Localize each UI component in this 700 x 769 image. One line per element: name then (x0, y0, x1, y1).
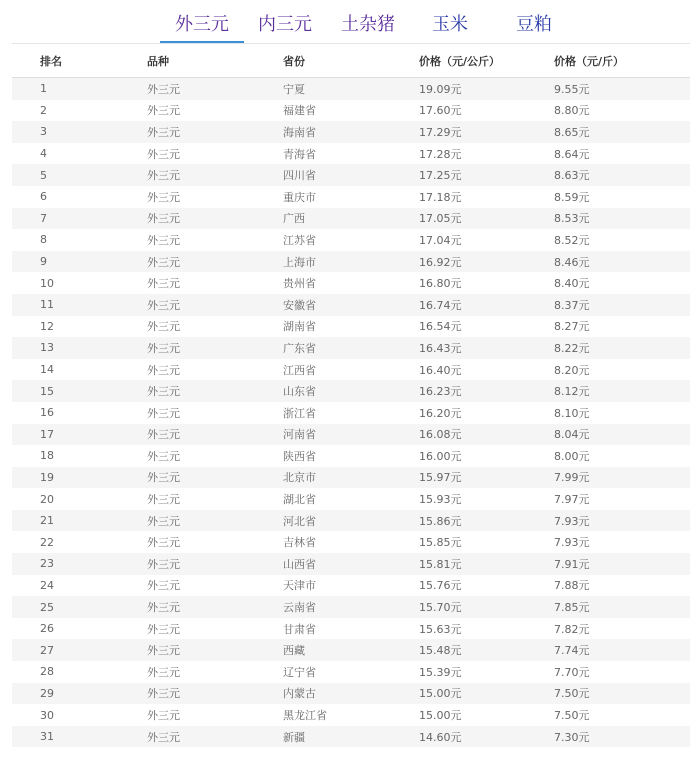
cell-rank: 16 (12, 402, 147, 424)
cell-province: 湖北省 (283, 488, 419, 510)
cell-province: 河北省 (283, 510, 419, 532)
cell-price-kg: 15.70元 (419, 596, 554, 618)
cell-province: 安徽省 (283, 294, 419, 316)
cell-province: 广东省 (283, 337, 419, 359)
table-row (12, 661, 690, 683)
cell-variety: 外三元 (147, 294, 283, 316)
cell-variety: 外三元 (147, 467, 283, 489)
cell-price-kg: 15.00元 (419, 683, 554, 705)
table-row (12, 380, 690, 402)
cell-price-jin: 7.50元 (554, 704, 690, 726)
table-row (12, 445, 690, 467)
cell-province: 四川省 (283, 164, 419, 186)
table-row (12, 316, 690, 338)
cell-province: 江苏省 (283, 229, 419, 251)
cell-price-kg: 15.48元 (419, 639, 554, 661)
cell-variety: 外三元 (147, 186, 283, 208)
tab-tu-za-zhu[interactable]: 土杂猪 (341, 14, 395, 35)
cell-price-kg: 15.39元 (419, 661, 554, 683)
cell-variety: 外三元 (147, 121, 283, 143)
cell-province: 黑龙江省 (283, 704, 419, 726)
cell-province: 西藏 (283, 639, 419, 661)
cell-price-jin: 7.93元 (554, 510, 690, 532)
cell-price-kg: 19.09元 (419, 78, 554, 100)
table-row (12, 100, 690, 122)
cell-rank: 7 (12, 208, 147, 230)
cell-province: 上海市 (283, 251, 419, 273)
table-row (12, 726, 690, 748)
cell-variety: 外三元 (147, 402, 283, 424)
cell-rank: 25 (12, 596, 147, 618)
cell-rank: 23 (12, 553, 147, 575)
cell-province: 贵州省 (283, 272, 419, 294)
header-province: 省份 (283, 44, 419, 78)
tab-dou-po[interactable]: 豆粕 (516, 14, 552, 35)
cell-price-kg: 17.05元 (419, 208, 554, 230)
cell-price-kg: 15.86元 (419, 510, 554, 532)
cell-rank: 29 (12, 683, 147, 705)
cell-province: 湖南省 (283, 316, 419, 338)
cell-price-jin: 8.59元 (554, 186, 690, 208)
cell-rank: 6 (12, 186, 147, 208)
cell-rank: 21 (12, 510, 147, 532)
cell-price-kg: 15.85元 (419, 531, 554, 553)
cell-variety: 外三元 (147, 251, 283, 273)
header-variety: 品种 (147, 44, 283, 78)
cell-province: 甘肃省 (283, 618, 419, 640)
table-row (12, 402, 690, 424)
cell-price-jin: 7.30元 (554, 726, 690, 748)
cell-province: 宁夏 (283, 78, 419, 100)
table-row (12, 121, 690, 143)
cell-province: 吉林省 (283, 531, 419, 553)
cell-price-jin: 8.40元 (554, 272, 690, 294)
cell-price-jin: 7.99元 (554, 467, 690, 489)
cell-price-kg: 16.54元 (419, 316, 554, 338)
cell-variety: 外三元 (147, 445, 283, 467)
cell-rank: 10 (12, 272, 147, 294)
cell-rank: 3 (12, 121, 147, 143)
cell-rank: 13 (12, 337, 147, 359)
cell-price-kg: 17.29元 (419, 121, 554, 143)
cell-rank: 9 (12, 251, 147, 273)
cell-price-kg: 16.74元 (419, 294, 554, 316)
cell-province: 山西省 (283, 553, 419, 575)
tab-nei-san-yuan[interactable]: 内三元 (258, 14, 312, 35)
cell-variety: 外三元 (147, 683, 283, 705)
table-row (12, 143, 690, 165)
cell-price-jin: 8.00元 (554, 445, 690, 467)
table-row (12, 337, 690, 359)
cell-province: 青海省 (283, 143, 419, 165)
cell-rank: 17 (12, 424, 147, 446)
cell-price-jin: 8.12元 (554, 380, 690, 402)
table-row (12, 229, 690, 251)
table-row (12, 618, 690, 640)
table-row (12, 704, 690, 726)
cell-province: 重庆市 (283, 186, 419, 208)
cell-variety: 外三元 (147, 78, 283, 100)
table-row (12, 575, 690, 597)
cell-price-jin: 7.93元 (554, 531, 690, 553)
cell-price-jin: 8.80元 (554, 100, 690, 122)
cell-rank: 22 (12, 531, 147, 553)
cell-price-kg: 17.60元 (419, 100, 554, 122)
cell-province: 浙江省 (283, 402, 419, 424)
cell-price-jin: 8.04元 (554, 424, 690, 446)
category-tabs (12, 0, 690, 44)
cell-rank: 19 (12, 467, 147, 489)
header-price-jin: 价格（元/斤） (554, 44, 690, 78)
cell-price-kg: 17.04元 (419, 229, 554, 251)
cell-rank: 4 (12, 143, 147, 165)
cell-variety: 外三元 (147, 661, 283, 683)
cell-rank: 2 (12, 100, 147, 122)
table-row (12, 186, 690, 208)
cell-price-jin: 8.10元 (554, 402, 690, 424)
cell-variety: 外三元 (147, 143, 283, 165)
table-row (12, 510, 690, 532)
cell-price-kg: 15.81元 (419, 553, 554, 575)
cell-price-jin: 8.65元 (554, 121, 690, 143)
cell-price-jin: 8.63元 (554, 164, 690, 186)
tab-wai-san-yuan[interactable]: 外三元 (174, 0, 230, 41)
cell-variety: 外三元 (147, 726, 283, 748)
cell-price-kg: 16.43元 (419, 337, 554, 359)
table-row (12, 467, 690, 489)
cell-price-jin: 7.50元 (554, 683, 690, 705)
cell-price-kg: 15.00元 (419, 704, 554, 726)
cell-province: 江西省 (283, 359, 419, 381)
cell-price-kg: 16.92元 (419, 251, 554, 273)
cell-rank: 26 (12, 618, 147, 640)
cell-province: 天津市 (283, 575, 419, 597)
cell-rank: 11 (12, 294, 147, 316)
cell-price-kg: 16.40元 (419, 359, 554, 381)
cell-price-kg: 15.93元 (419, 488, 554, 510)
header-price-kg: 价格（元/公斤） (419, 44, 554, 78)
cell-province: 陕西省 (283, 445, 419, 467)
cell-variety: 外三元 (147, 100, 283, 122)
cell-province: 北京市 (283, 467, 419, 489)
cell-price-kg: 15.63元 (419, 618, 554, 640)
cell-rank: 14 (12, 359, 147, 381)
cell-rank: 20 (12, 488, 147, 510)
table-row (12, 424, 690, 446)
cell-variety: 外三元 (147, 510, 283, 532)
cell-variety: 外三元 (147, 208, 283, 230)
cell-province: 广西 (283, 208, 419, 230)
cell-variety: 外三元 (147, 359, 283, 381)
table-row (12, 294, 690, 316)
cell-price-jin: 7.91元 (554, 553, 690, 575)
cell-province: 福建省 (283, 100, 419, 122)
cell-price-jin: 9.55元 (554, 78, 690, 100)
price-table (12, 44, 690, 747)
cell-rank: 15 (12, 380, 147, 402)
cell-province: 云南省 (283, 596, 419, 618)
cell-price-kg: 14.60元 (419, 726, 554, 748)
table-row (12, 596, 690, 618)
cell-variety: 外三元 (147, 272, 283, 294)
cell-price-kg: 17.25元 (419, 164, 554, 186)
table-row (12, 208, 690, 230)
cell-variety: 外三元 (147, 596, 283, 618)
cell-variety: 外三元 (147, 639, 283, 661)
cell-price-kg: 16.80元 (419, 272, 554, 294)
cell-price-jin: 8.20元 (554, 359, 690, 381)
cell-variety: 外三元 (147, 575, 283, 597)
cell-variety: 外三元 (147, 380, 283, 402)
cell-price-jin: 7.97元 (554, 488, 690, 510)
cell-rank: 28 (12, 661, 147, 683)
cell-price-jin: 8.46元 (554, 251, 690, 273)
cell-price-kg: 16.00元 (419, 445, 554, 467)
cell-variety: 外三元 (147, 704, 283, 726)
table-row (12, 639, 690, 661)
cell-province: 河南省 (283, 424, 419, 446)
table-header-row (12, 44, 690, 78)
cell-price-jin: 8.53元 (554, 208, 690, 230)
cell-variety: 外三元 (147, 553, 283, 575)
cell-price-jin: 8.52元 (554, 229, 690, 251)
cell-variety: 外三元 (147, 618, 283, 640)
cell-province: 海南省 (283, 121, 419, 143)
cell-variety: 外三元 (147, 424, 283, 446)
cell-province: 内蒙古 (283, 683, 419, 705)
cell-province: 辽宁省 (283, 661, 419, 683)
cell-price-jin: 7.70元 (554, 661, 690, 683)
cell-price-kg: 16.23元 (419, 380, 554, 402)
cell-rank: 31 (12, 726, 147, 748)
table-row (12, 251, 690, 273)
header-rank: 排名 (12, 44, 147, 78)
cell-variety: 外三元 (147, 337, 283, 359)
cell-rank: 5 (12, 164, 147, 186)
cell-price-kg: 15.76元 (419, 575, 554, 597)
cell-rank: 1 (12, 78, 147, 100)
cell-price-jin: 7.74元 (554, 639, 690, 661)
cell-price-jin: 7.88元 (554, 575, 690, 597)
table-body (12, 78, 690, 748)
table-row (12, 531, 690, 553)
cell-rank: 24 (12, 575, 147, 597)
cell-price-jin: 7.82元 (554, 618, 690, 640)
table-row (12, 359, 690, 381)
table-row (12, 553, 690, 575)
cell-variety: 外三元 (147, 316, 283, 338)
cell-price-kg: 16.08元 (419, 424, 554, 446)
cell-price-jin: 7.85元 (554, 596, 690, 618)
cell-rank: 12 (12, 316, 147, 338)
table-row (12, 488, 690, 510)
table-row (12, 272, 690, 294)
cell-price-kg: 17.18元 (419, 186, 554, 208)
cell-price-jin: 8.27元 (554, 316, 690, 338)
cell-province: 新疆 (283, 726, 419, 748)
table-row (12, 164, 690, 186)
cell-price-kg: 17.28元 (419, 143, 554, 165)
cell-province: 山东省 (283, 380, 419, 402)
cell-rank: 27 (12, 639, 147, 661)
cell-rank: 30 (12, 704, 147, 726)
cell-rank: 18 (12, 445, 147, 467)
cell-price-jin: 8.64元 (554, 143, 690, 165)
tab-yu-mi[interactable]: 玉米 (432, 14, 468, 35)
cell-variety: 外三元 (147, 229, 283, 251)
table-row (12, 78, 690, 100)
cell-price-jin: 8.22元 (554, 337, 690, 359)
cell-rank: 8 (12, 229, 147, 251)
cell-variety: 外三元 (147, 531, 283, 553)
cell-price-jin: 8.37元 (554, 294, 690, 316)
cell-price-kg: 15.97元 (419, 467, 554, 489)
table-row (12, 683, 690, 705)
cell-price-kg: 16.20元 (419, 402, 554, 424)
cell-variety: 外三元 (147, 488, 283, 510)
cell-variety: 外三元 (147, 164, 283, 186)
